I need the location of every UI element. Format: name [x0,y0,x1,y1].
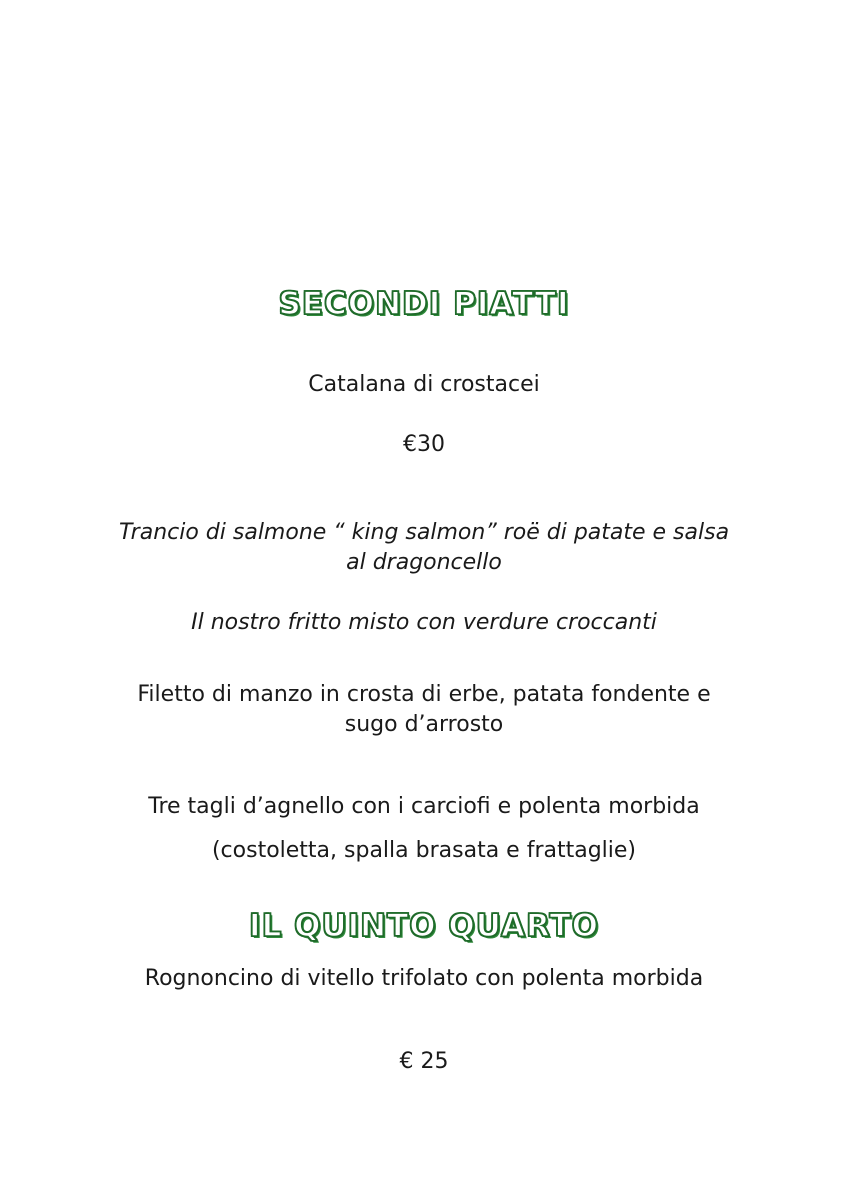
menu-item-rognoncino: Rognoncino di vitello trifolato con polenta morbida [144,966,704,991]
menu-item-price: €30 [403,432,445,457]
menu-item-catalana: Catalana di crostacei [308,372,540,397]
menu-item-agnello-line1: Tre tagli d’agnello con i carciofi e polenta morbida [148,794,700,819]
section-title-secondi-piatti: SECONDI PIATTI [278,286,570,322]
section-title-quinto-quarto: IL QUINTO QUARTO [249,908,599,944]
menu-item-salmone-line2: al dragoncello [346,550,502,575]
menu-item-salmone-line1: Trancio di salmone “ king salmon” roë di patate e salsa [118,520,730,545]
menu-item-price-quinto: € 25 [399,1049,449,1074]
menu-item-filetto-line1: Filetto di manzo in crosta di erbe, patata fondente e [137,682,711,707]
menu-item-agnello-line2: (costoletta, spalla brasata e frattaglie) [211,838,637,863]
menu-item-fritto-misto: Il nostro fritto misto con verdure croccanti [191,610,657,635]
menu-item-filetto-line2: sugo d’arrosto [344,712,504,737]
